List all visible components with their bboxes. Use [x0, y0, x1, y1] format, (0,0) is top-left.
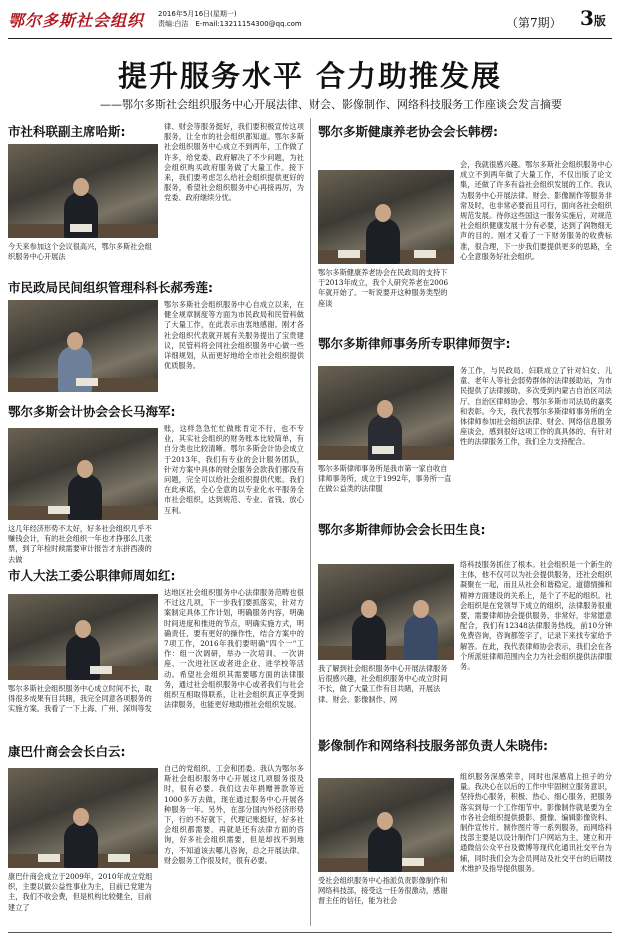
- photo: [8, 428, 158, 520]
- article-text: 组织服务深感荣幸，同时也深感肩上担子的分量。我决心在以后的工作中牢固树立服务意识，坚持热心服务，积极、热心、细心服务，把服务落实到每一个工作细节中。影像制作就是要为全市各社会组织提供摄影、摄像、编辑影像资料、制作宣传片、制作图片等一系列服务，而网络科技部主要是以设计制作门户网站为主，建立和开通微信公众平台及微博等现代化通讯社交平台为辅，同时我们会为会员网站及社交平台的后期技术维护及指导提供服务。: [460, 772, 612, 873]
- article-text: 自己的党组织、工会和团委。我认为鄂尔多斯社会组织服务中心开展这几项服务很及时，很有必要。我们这去年捐赠善款等近1000多万去做，现在通过服务中心开展各种服务一年。另外，在部分国内外经济形势下，行的不好就下，代理记账挺好，好多社会组织都需要。再就是还有法律方面的咨询，好多社会组织需要，但是却找不到地方，不知道该去哪儿咨询，总之开展法律、财会服务工作很及时，很有必要。: [164, 764, 304, 865]
- article-title: 影像制作和网络科技服务部负责人朱晓伟:: [318, 738, 548, 753]
- article-text: 会，我就很感兴趣。鄂尔多斯社会组织服务中心成立不到两年做了大量工作，不仅出版了论文集，还做了许多有益社会组织发展的工作。我认为服务中心开展法律、财会、影像制作等服务非常及时，也非常必要而且可行，面向各社会组织规范发展。待你这些国这一服务实施后，对规范社会组织健康发展十分有必要，达到了润物细无声的目的。刚才又看了一下财务服务的收费标准，很合理，下一步我们要提供更多的思路，全心全意服务好社会组织。: [460, 160, 612, 261]
- article-title: 市民政局民间组织管理科科长郝秀莲:: [8, 280, 213, 295]
- article-heyu: [318, 334, 612, 500]
- article-text: 鄂尔多斯社会组织服务中心自成立以来，在健全规章制度等方面为市民政局和民管科做了大量工作，在此表示由衷地感谢。刚才各社会组织代表就开展有关服务提出了宝贵建议，民管科将会同社会组织服务中心做一些详细规划，从而更好地给全市社会组织提供优质服务。: [164, 300, 304, 371]
- article-tianshengliang: [318, 520, 612, 716]
- article-hanleng: [318, 122, 612, 314]
- photo-caption: 今天来参加这个会议很高兴，鄂尔多斯社会组织服务中心开展法: [8, 242, 152, 262]
- photo: [318, 170, 454, 264]
- photo-caption: 我了解到社会组织服务中心开展法律服务后很感兴趣，社会组织服务中心成立时间不长，做了大量工作有目共睹，开展法律、财会、影像制作、网: [318, 664, 448, 704]
- article-text: 络科技服务抓住了根本。社会组织是一个新生的主体，他不仅可以为社会提供服务，还社会组织凝聚在一起，而且从社会和谐稳定、道德情操和精神方面建设的关系上，是个了不起的组织。社会组织是在党领导下成立的组织，法律服务很重要，需要律师协会提供服务，非常好，非常愿意配合，我们有12348法律服务热线，前10分钟免费咨询，咨询都签字了，记录下来找专家给予解答。在此，我代表律师协会表示，我们会在各个所派驻律师范围内全力为社会组织提供法律服务。: [460, 560, 612, 672]
- article-zhuxiaowei: [318, 736, 612, 928]
- header-rule: [8, 38, 612, 39]
- photo-caption: 鄂尔多斯健康养老协会在民政局的支持下于2013年成立，我个人研究养老在2006年就开始了。一听说要开这种服务类型的座谈: [318, 268, 449, 308]
- issue-date: 2016年5月16日(星期一): [158, 10, 237, 18]
- article-hasi: [8, 122, 304, 272]
- photo: [8, 768, 158, 868]
- footer-rule: [8, 932, 612, 933]
- article-text: 务工作，与民政局、妇联成立了针对妇女、儿童、老年人等社会弱势群体的法律援助站，为市民提供了法律援助，多次受到内蒙古自治区司法厅、自治区律师协会、鄂尔多斯市司法局的嘉奖和表彰。今天，我代表鄂尔多斯律师事务所的全体律师参加社会组织法律、财会、网络信息服务座谈会，感到很好这项工作的真具体的、有针对性的法律服务工作，我们全力支持配合。: [460, 366, 612, 447]
- article-title: 鄂尔多斯会计协会会长马海军:: [8, 404, 176, 419]
- article-text: 账，这样急急忙忙做账肯定不行，也不专业，其实社会组织的财务账本比较简单，有自分类也比较清晰。鄂尔多斯会计协会成立于2013年，我们有专业的会计服务团队，针对方案中具体的财会服务会款我们都没有问题，完全可以给社会组织提供代账。我们在此承诺，全心全意的以专业化水平服务全市社会组织，达到规范、专业、省钱、放心互利。: [164, 424, 304, 515]
- article-mahaijun: [8, 402, 304, 562]
- issue-number: （第7期）: [506, 16, 562, 30]
- version-number: 3: [580, 6, 594, 30]
- article-title: 市社科联副主席哈斯:: [8, 124, 126, 139]
- article-title: 鄂尔多斯律师事务所专职律师贺宇:: [318, 336, 511, 351]
- article-title: 鄂尔多斯健康养老协会会长韩楞:: [318, 124, 498, 139]
- photo: [318, 778, 454, 872]
- masthead-meta: [158, 9, 302, 29]
- page-headline: 提升服务水平 合力助推发展: [117, 59, 503, 93]
- masthead: [8, 6, 612, 38]
- version-label: 版: [593, 14, 606, 28]
- brand-logo: 鄂尔多斯社会组织: [8, 11, 145, 30]
- editor-info: 责编:白洁 E-mail:13211154300@qq.com: [158, 20, 302, 28]
- article-title: 鄂尔多斯律师协会会长田生良:: [318, 522, 486, 537]
- photo-caption: 受社会组织服务中心指派负责影像制作和网络科技部，接受这一任务很激动，感谢督主任的信任，能为社会: [318, 876, 448, 906]
- photo-caption: 鄂尔多斯社会组织服务中心成立时间不长，取得很多成果有目共睹，我完全同意各项服务的实施方案。我看了一下上海、广州、深圳等发: [8, 684, 152, 714]
- photo-caption: 这几年经济形势不太好，好多社会组织几乎不赚钱会计，有的社会组织一年也才挣那么几张票，到了年检时候需要审计报告才东拼西凑的去做: [8, 524, 152, 564]
- page-subheadline: ——鄂尔多斯社会组织服务中心开展法律、财会、影像制作、网络科技服务工作座谈会发言摘要: [100, 98, 562, 111]
- photo: [8, 144, 158, 238]
- article-title: 康巴什商会会长白云:: [8, 744, 126, 759]
- article-text: 达地区社会组织服务中心法律服务范畴也很不过这几项，下一步我们要抓落实，针对方案制定具体工作计划，明确服务内容，明确时间进度和推进的节点，明确实施方式，明确责任，要有更好的操作性，结合方案中的7项工作，2016年我们要明确"四个一"工作：组一次调研，举办一次培训、一次讲座、一次进社区或者进企业、进学校等活动。希望社会组织其需要哪方面的法律服务，通过社会组织服务中心或者我们与社会组织互相取得联系，让社会组织真正享受到法律服务，也能更好地助推社会组织发展。: [164, 588, 304, 710]
- photo-caption: 康巴什商会成立于2009年，2010年成立党组织，主要以做公益性事业为主，目前已党建为主，我们不收会费，但是机构比较健全，目前建立了: [8, 872, 153, 912]
- page-version: [580, 6, 606, 30]
- photo: [318, 366, 454, 460]
- article-baiyun: [8, 742, 304, 928]
- photo: [318, 564, 454, 660]
- article-text: 律、财会等服务挺好，我们要积极宣传这项服务，让全市的社会组织都知道。鄂尔多斯社会组织服务中心成立不到两年，工作做了许多，给党委、政府解决了不少问题，为社会组织购买政府服务做了大量工作。接下来，我们要考虑怎么给社会组织提供更好的服务，希望社会组织服务中心再接再厉，为党委、政府继续分忧。: [164, 122, 304, 203]
- photo: [8, 594, 158, 680]
- column-divider: [310, 118, 311, 926]
- photo: [8, 300, 158, 392]
- article-haoxiulian: [8, 278, 304, 396]
- photo-caption: 鄂尔多斯律师事务所是我市第一家自收自律师事务所，成立于1992年，事务所一直在做公益类的法律服: [318, 464, 452, 494]
- article-title: 市人大法工委公职律师周如红:: [8, 568, 176, 583]
- article-zhouruhong: [8, 566, 304, 736]
